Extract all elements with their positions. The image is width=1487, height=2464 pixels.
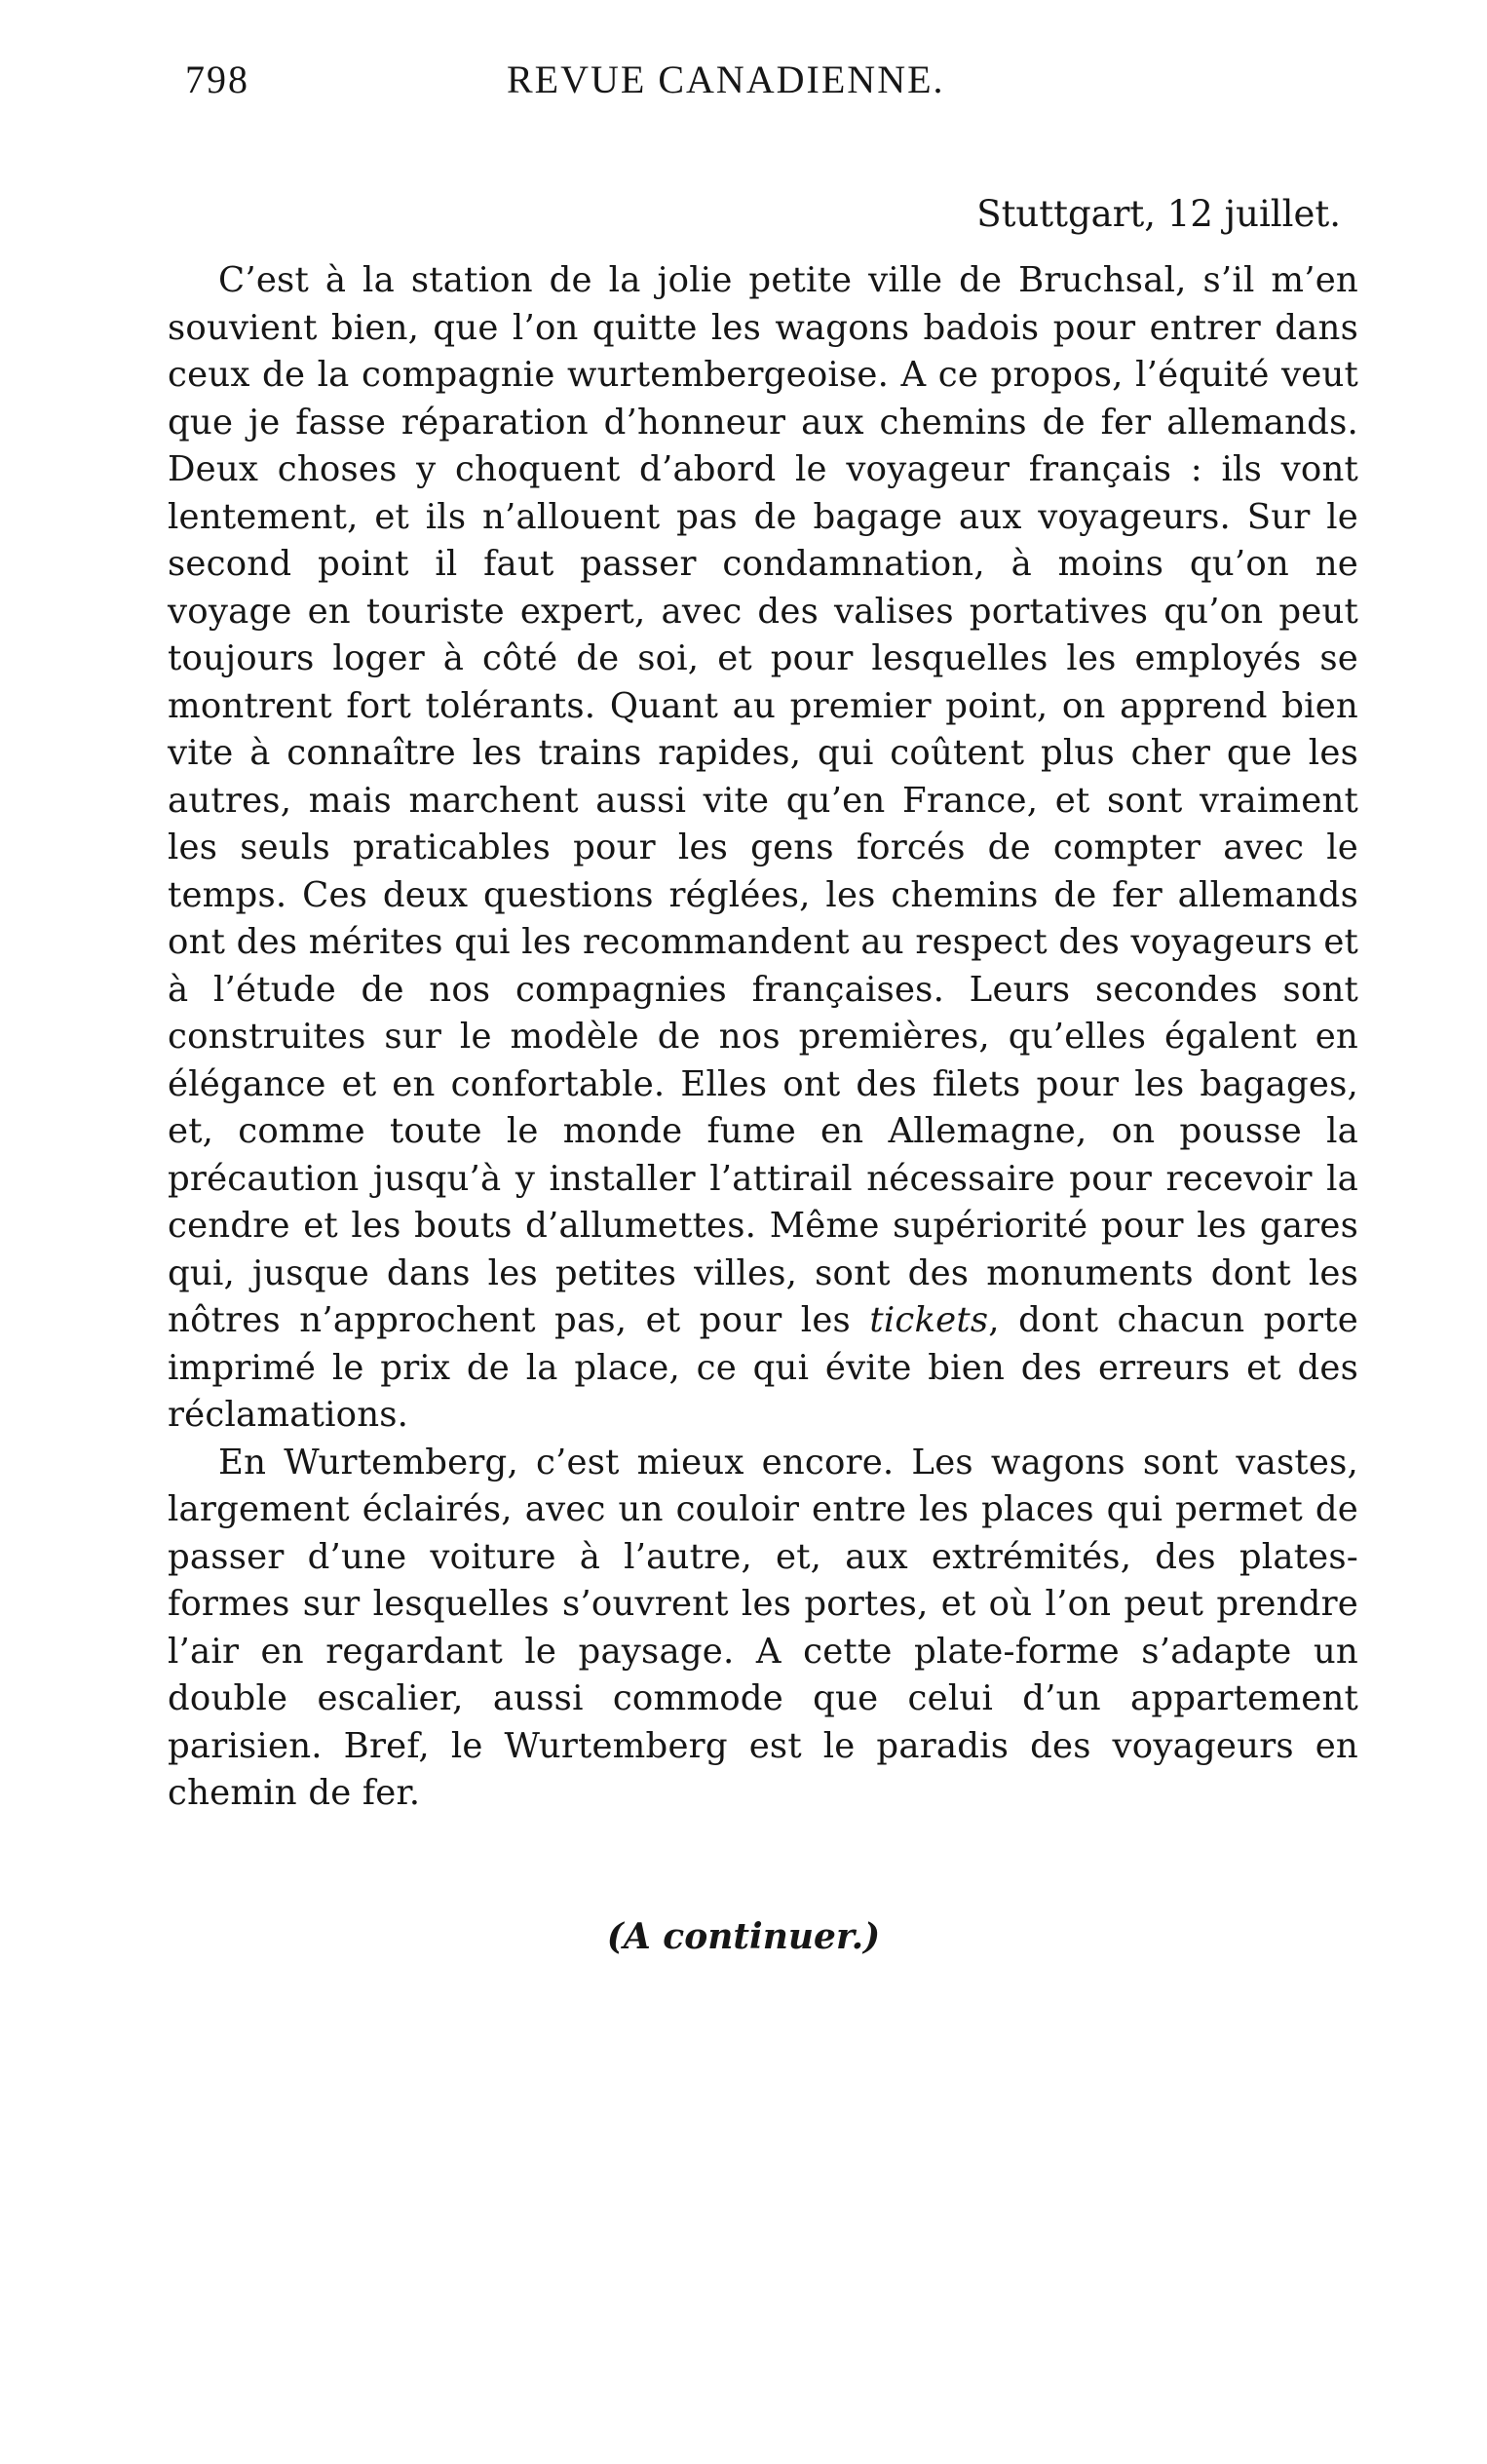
paragraph-2: En Wurtemberg, c’est mieux encore. Les wagons sont vastes, largement éclairés, avec un couloir entre les places qui permet de passer d’une voiture à l’autre, et, aux extrémités, des plates-formes sur lesquelles s’ouvrent les portes, et où l’on peut prendre l’air en regardant le paysage. A cette plate-forme s’adapte un double escalier, aussi commode que celui d’un appartement parisien. Bref, le Wurtemberg est le paradis des voyageurs en chemin de fer.: [168, 1442, 1358, 1813]
article-body: [168, 257, 1358, 1818]
journal-title: REVUE CANADIENNE.: [507, 58, 945, 101]
paragraph-1: [168, 257, 1358, 1440]
paragraph-1-text-b: , dont chacun porte imprimé le prix de la place, ce qui évite bien des erreurs et des réclamations.: [168, 1300, 1358, 1435]
dateline: Stuttgart, 12 juillet.: [976, 193, 1341, 235]
paragraph-1-italic-word: tickets: [869, 1300, 989, 1340]
page-number: 798: [185, 58, 249, 101]
running-head: [185, 57, 1354, 115]
paragraph-1-text-a: C’est à la station de la jolie petite ville de Bruchsal, s’il m’en souvient bien, que l’on quitte les wagons badois pour entrer dans ceux de la compagnie wurtembergeoise. A ce propos, l’équité veut que je fasse réparation d’honneur aux chemins de fer allemands. Deux choses y choquent d’abord le voyageur français : ils vont lentement, et ils n’allouent pas de bagage aux voyageurs. Sur le second point il faut passer condamnation, à moins qu’on ne voyage en touriste expert, avec des valises portatives qu’on peut toujours loger à côté de soi, et pour lesquelles les employés se montrent fort tolérants. Quant au premier point, on apprend bien vite à connaître les trains rapides, qui coûtent plus cher que les autres, mais marchent aussi vite qu’en France, et sont vraiment les seuls praticables pour les gens forcés de compter avec le temps. Ces deux questions réglées, les chemins de fer allemands ont des mérites qui les recommandent au respect des voyageurs et à l’étude de nos compagnies françaises. Leurs secondes sont construites sur le modèle de nos premières, qu’elles égalent en élégance et en confortable. Elles ont des filets pour les bagages, et, comme toute le monde fume en Allemagne, on pousse la précaution jusqu’à y installer l’attirail nécessaire pour recevoir la cendre et les bouts d’allumettes. Même supériorité pour les gares qui, jusque dans les petites villes, sont des monuments dont les nôtres n’approchent pas, et pour les: [168, 260, 1358, 1340]
to-be-continued-note: (A continuer.): [606, 1916, 881, 1957]
